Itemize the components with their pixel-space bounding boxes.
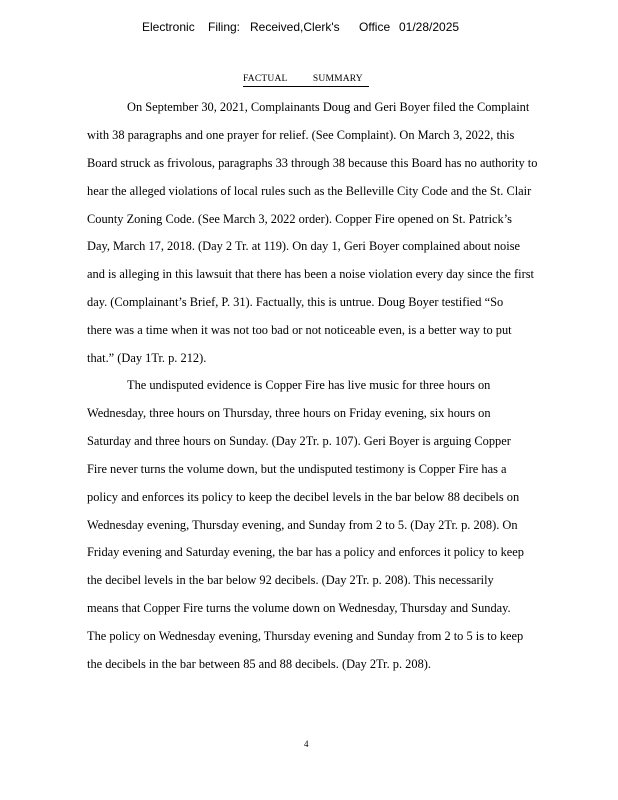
text-line: Board struck as frivolous, paragraphs 33 through 38 because this Board has no authority to (87, 156, 538, 170)
header-date: 01/28/2025 (399, 20, 460, 34)
text-line: there was a time when it was not too bad or not noticeable even, is a better way to put (87, 323, 512, 337)
text-line: The undisputed evidence is Copper Fire has live music for three hours on (127, 378, 491, 392)
text-line: means that Copper Fire turns the volume down on Wednesday, Thursday and Sunday. (87, 601, 511, 615)
text-line: Wednesday, three hours on Thursday, three hours on Friday evening, six hours on (87, 406, 491, 420)
text-line: Day, March 17, 2018. (Day 2 Tr. at 119). On day 1, Geri Boyer complained about noise (87, 239, 521, 253)
text-line: hear the alleged violations of local rules such as the Belleville City Code and the St. Clair (87, 184, 532, 198)
text-line: Friday evening and Saturday evening, the bar has a policy and enforces it policy to keep (87, 545, 524, 559)
filing-header (0, 20, 618, 38)
text-line: Fire never turns the volume down, but the undisputed testimony is Copper Fire has a (87, 462, 507, 476)
text-line: On September 30, 2021, Complainants Doug and Geri Boyer filed the Complaint (127, 100, 530, 114)
text-line: the decibels in the bar between 85 and 88 decibels. (Day 2Tr. p. 208). (87, 657, 431, 671)
section-title: FACTUAL SUMMARY (243, 74, 363, 84)
header-electronic: Electronic (142, 20, 195, 34)
header-office: Office (359, 20, 391, 34)
text-line: and is alleging in this lawsuit that there has been a noise violation every day since the first (87, 267, 534, 281)
title-underline (243, 86, 369, 87)
text-line: with 38 paragraphs and one prayer for relief. (See Complaint). On March 3, 2022, this (87, 128, 515, 142)
header-filing: Filing: (208, 20, 241, 34)
text-line: County Zoning Code. (See March 3, 2022 order). Copper Fire opened on St. Patrick’s (87, 212, 512, 226)
text-line: day. (Complainant’s Brief, P. 31). Factually, this is untrue. Doug Boyer testified “So (87, 295, 504, 309)
text-line: that.” (Day 1Tr. p. 212). (87, 351, 207, 365)
text-line: The policy on Wednesday evening, Thursday evening and Sunday from 2 to 5 is to keep (87, 629, 524, 643)
text-line: Saturday and three hours on Sunday. (Day 2Tr. p. 107). Geri Boyer is arguing Copper (87, 434, 511, 448)
page-number: 4 (304, 739, 309, 749)
header-received: Received,Clerk's (250, 20, 340, 34)
text-line: the decibel levels in the bar below 92 decibels. (Day 2Tr. p. 208). This necessarily (87, 573, 494, 587)
text-line: policy and enforces its policy to keep the decibel levels in the bar below 88 decibels on (87, 490, 520, 504)
text-line: Wednesday evening, Thursday evening, and Sunday from 2 to 5. (Day 2Tr. p. 208). On (87, 518, 518, 532)
